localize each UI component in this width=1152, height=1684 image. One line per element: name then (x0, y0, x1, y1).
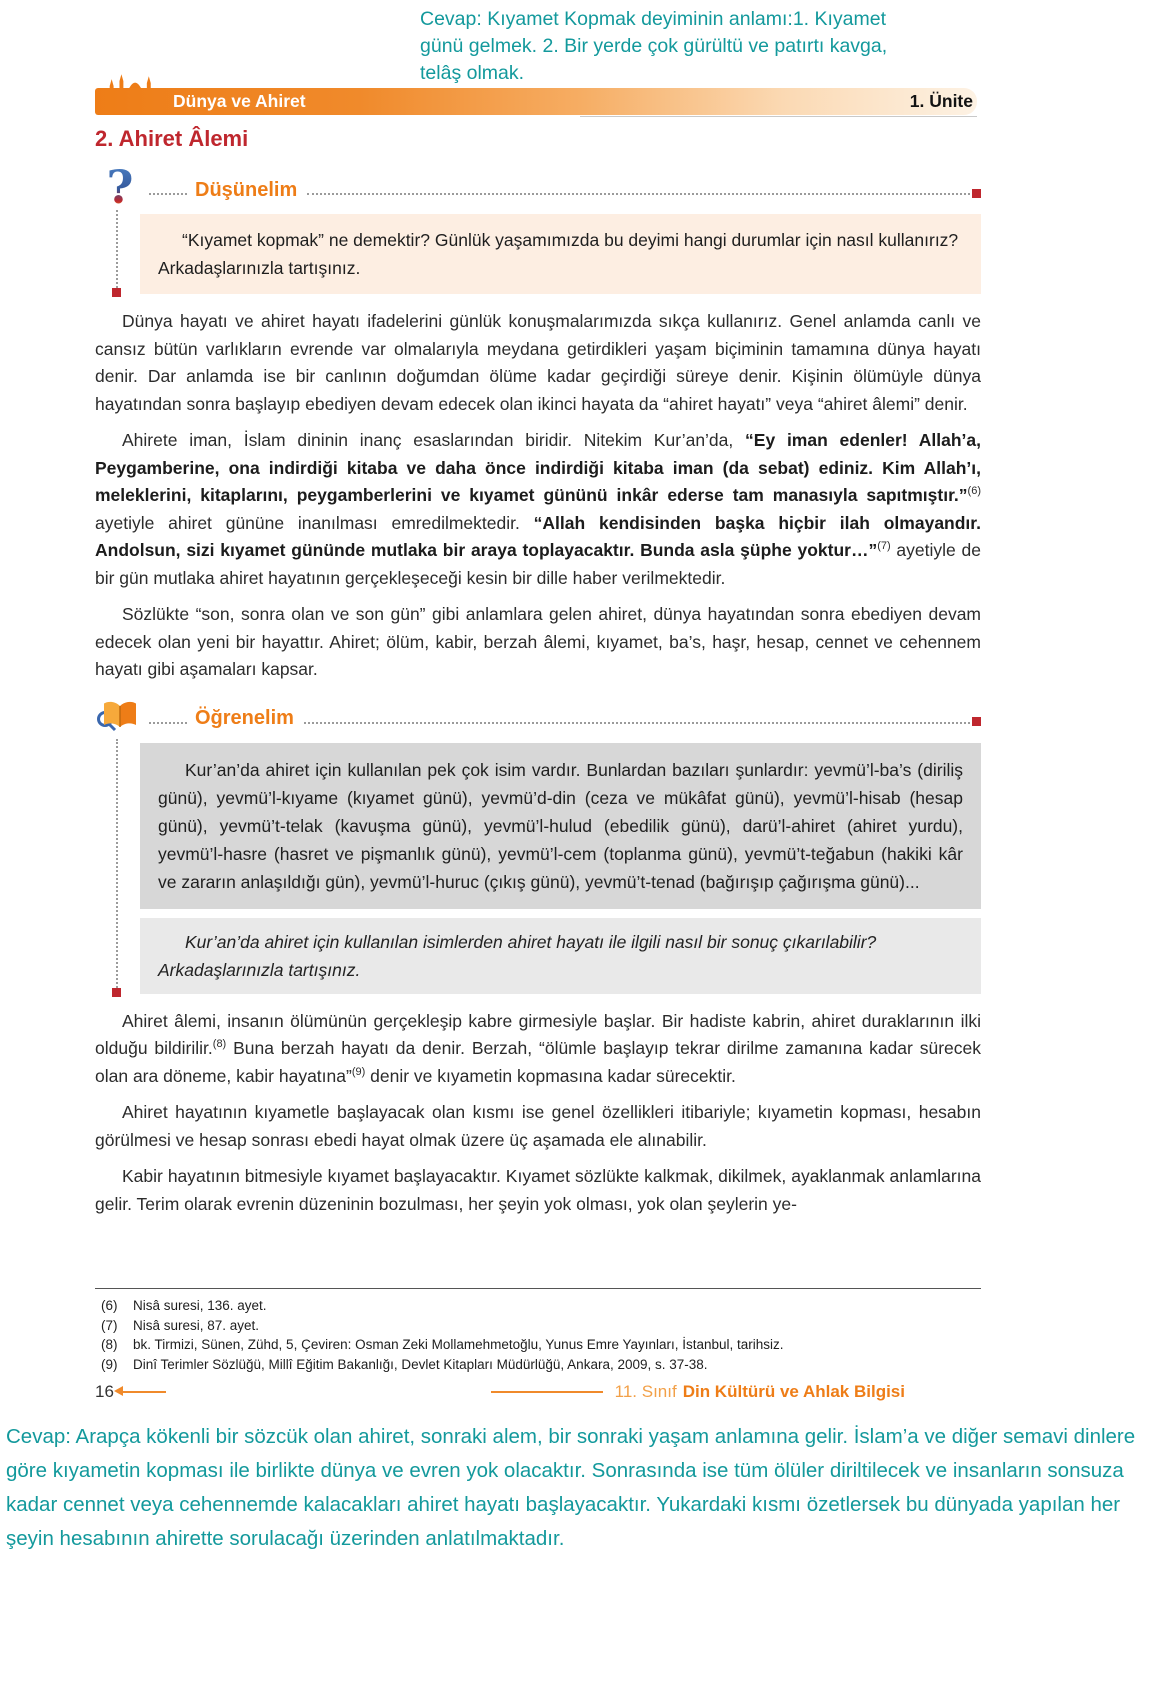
page-footer (95, 1382, 981, 1402)
footnote-ref-6: (6) (967, 485, 981, 498)
dotted-leader (307, 193, 970, 195)
red-square-end (112, 988, 121, 997)
footnote-number: (9) (101, 1356, 118, 1372)
footer-book-title: Din Kültürü ve Ahlak Bilgisi (682, 1382, 905, 1401)
dusunelim-body (140, 214, 981, 294)
dotted-leader (149, 193, 187, 195)
footer-line (491, 1391, 603, 1394)
ogrenelim-body (140, 743, 981, 994)
discussion-question-box: “Kıyamet kopmak” ne demektir? Günlük yaşamımızda bu deyimi hangi durumlar için nasıl kullanırız? Arkadaşlarınızla tartışınız. (140, 214, 981, 294)
text-run: Ahiret âlemi, insanın ölümünün gerçekleşip kabre girmesiyle başlar. Bir hadiste kabrin, ahiret duraklarının ilki olduğu bildirilir. (95, 1010, 981, 1058)
red-square-end (112, 288, 121, 297)
footnote-text: Nisâ suresi, 87. ayet. (133, 1317, 260, 1333)
paragraph-2 (95, 427, 981, 592)
paragraph-5: Ahiret hayatının kıyametle başlayacak olan kısmı ise genel özellikleri itibariyle; kıyametin kopması, hesabın görülmesi ve hesap sonrası ebedi hayat olmak üzere üç aşamada ele alınabilir. (95, 1102, 981, 1150)
footnote (95, 1355, 981, 1375)
info-question-box: Kur’an’da ahiret için kullanılan isimlerden ahiret hayatı ile ilgili nasıl bir sonuç çıkarılabilir? Arkadaşlarınızla tartışınız. (140, 918, 981, 994)
footnote (95, 1296, 981, 1316)
quran-verse-bold: “Ey iman edenler! Allah’a, Peygamberine, ona indirdiği kitaba ve daha önce indirdiği kitaba iman (da sebat) ediniz. Kim Allah’ı, meleklerini, kitaplarını, peygamberlerini ve kıyamet gününü inkâr ederse tam manasıyla sapıtmıştır.” (95, 430, 981, 505)
annotation-top: Cevap: Kıyamet Kopmak deyiminin anlamı:1. Kıyamet günü gelmek. 2. Bir yerde çok gürültü ve patırtı kavga, telâş olmak. (420, 8, 888, 84)
paragraph-1: Dünya hayatı ve ahiret hayatı ifadelerini günlük konuşmalarımızda sıkça kullanırız. Genel anlamda canlı ve cansız bütün varlıkların evrende var olmalarıyla meydana getirdikleri yaşam biçiminin tamamına dünya hayatı denir. Dar anlamda ise bir canlının doğumdan ölüme kadar geçirdiği süreye denir. Kişinin ölümüyle dünya hayatından sonra başlayıp ebediyen devam edecek olan ikinci hayata da “ahiret hayatı” veya “ahiret âlemi” denir. (95, 311, 981, 414)
footnote (95, 1335, 981, 1355)
text-run: Buna berzah hayatı da denir. Berzah, “ölümle başlayıp tekrar dirilme zamanına kadar sürecek olan ara döneme, kabir hayatına” (95, 1038, 981, 1086)
paragraph-4 (95, 1008, 981, 1091)
text-run: ayetiyle ahiret gününe inanılması emredilmektedir. (95, 512, 534, 533)
dotted-leader (304, 722, 970, 724)
info-box: Kur’an’da ahiret için kullanılan pek çok isim vardır. Bunlardan bazıları şunlardır: yevmü’l-ba’s (diriliş günü), yevmü’l-kıyame (kıyamet günü), yevmü’d-din (ceza ve mükâfat günü), yevmü’l-hisab (hesap günü), yevmü’t-telak (kavuşma günü), yevmü’l-hulud (ebedilik günü), darü’l-ahiret (ahiret yurdu), yevmü’l-hasre (hasret ve pişmanlık günü), yevmü’l-cem (toplanma günü), yevmü’t-teğabun (hakiki kâr ve zararın anlaşıldığı gün), yevmü’l-huruc (çıkış günü), yevmü’t-tenad (bağırışıp çağırışma günü)... (140, 743, 981, 909)
text-run: denir ve kıyametin kopmasına kadar sürecektir. (365, 1065, 736, 1086)
dusunelim-title: Düşünelim (195, 178, 298, 201)
footnote-text: bk. Tirmizi, Sünen, Zühd, 5, Çeviren: Osman Zeki Mollamehmetoğlu, Yunus Emre Yayınları, İstanbul, tarihsiz. (133, 1337, 784, 1352)
quran-verse-bold: “Allah kendisinden başka hiçbir ilah olmayandır. Andolsun, sizi kıyamet gününde mutlaka bir araya toplayacaktır. Bunda asla şüphe yoktur…” (95, 512, 981, 560)
ogrenelim-activity (95, 693, 981, 1008)
paragraph-3: Sözlükte “son, sonra olan ve son gün” gibi anlamlara gelen ahiret, dünya hayatından sonra ebediyen devam edecek olan yeni bir hayattır. Ahiret; ölüm, kabir, berzah âlemi, kıyamet, ba’s, haşr, hesap, cennet ve cehennem hayatı gibi aşamaları kapsar. (95, 604, 981, 679)
footnote-number: (8) (101, 1337, 118, 1352)
page-content (95, 126, 981, 1227)
annotation-bottom: Cevap: Arapça kökenli bir sözcük olan ahiret, sonraki alem, bir sonraki yaşam anlamına gelir. İslam’a ve diğer semavi dinlere göre kıyametin kopması ile birlikte dünya ve evren yok olacaktır. Sonrasında ise tüm ölüler diriltilecek ve insanların sonsuza kadar cennet veya cehennemde kalacakları ahiret hayatı başlayacaktır. Yukardaki kısmı özetlersek bu dünyada yapılan her şeyin hesabının ahirette sorulacağı üzerinden anlatılmaktadır. (6, 1425, 1136, 1550)
section-title: 2. Ahiret Âlemi (95, 126, 249, 151)
text-run: ayetiyle de bir gün mutlaka ahiret hayatının gerçekleşeceği kesin bir dille haber verilmektedir. (95, 540, 982, 588)
footer-arrow-icon (122, 1391, 166, 1394)
dotted-connector-line (116, 739, 118, 992)
footnote-ref-7: (7) (877, 540, 891, 553)
footnote-ref-8: (8) (212, 1038, 227, 1051)
dotted-leader (149, 722, 187, 724)
red-square-marker (972, 189, 981, 198)
text-run: Ahirete iman, İslam dininin inanç esaslarından biridir. Nitekim Kur’an’da, (122, 430, 746, 450)
footnote-text: Nisâ suresi, 136. ayet. (133, 1298, 267, 1313)
footnotes-block (95, 1288, 981, 1374)
chapter-title: Dünya ve Ahiret (173, 91, 306, 111)
footnote-text: Dinî Terimler Sözlüğü, Millî Eğitim Bakanlığı, Devlet Kitapları Müdürlüğü, Ankara, 2009, s. 37-38. (133, 1356, 708, 1372)
footnote-ref-9: (9) (351, 1065, 366, 1078)
ogrenelim-header (95, 693, 981, 739)
footnote-number: (6) (101, 1298, 118, 1313)
dusunelim-header (95, 160, 981, 214)
ogrenelim-title: Öğrenelim (195, 707, 294, 729)
unit-label: 1. Ünite (909, 91, 973, 111)
footnote (95, 1316, 981, 1336)
open-book-icon (95, 697, 145, 735)
footnote-number: (7) (101, 1317, 118, 1333)
dusunelim-activity (95, 160, 981, 308)
question-mark-icon: ? (106, 160, 134, 214)
red-square-marker (972, 717, 981, 726)
page-number: 16 (95, 1382, 114, 1401)
footer-grade: 11. Sınıf (614, 1382, 677, 1401)
dotted-connector-line (116, 210, 118, 292)
paragraph-6: Kabir hayatının bitmesiyle kıyamet başlayacaktır. Kıyamet sözlükte kalkmak, dikilmek, ayaklanmak anlamlarına gelir. Terim olarak evrenin düzeninin bozulması, her şeyin yok olması, yok olan şeylerin ye- (95, 1166, 981, 1214)
chapter-band (95, 88, 977, 115)
